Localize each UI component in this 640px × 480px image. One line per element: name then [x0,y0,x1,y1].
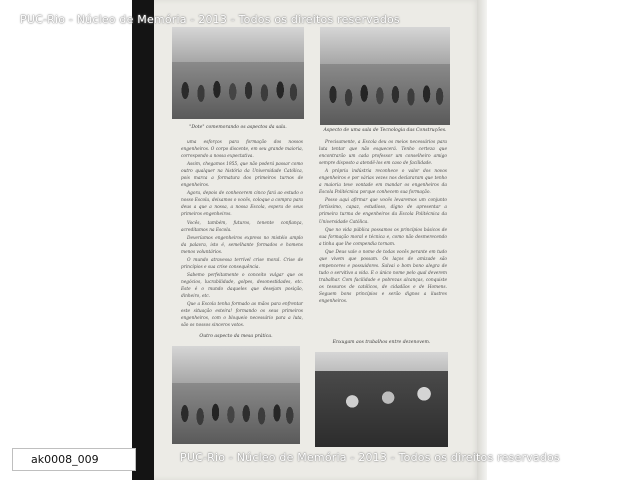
paragraph: Sabemo perfeitamente o conceito vulgar que os negócios, lucrabilidade, golpes, desonestidades, etc. Este é o mundo daqueles que desejam posição, dinheiro, etc. [181,272,303,299]
scanner-black-band [132,0,154,480]
caption-bottom-right: Enxugam aos trabalhos entre dezenovem. [332,340,431,345]
caption-top-left: "Dote" comemorando os aspectos da sala. [189,125,287,130]
paragraph: Agora, depois de conhecerem cinco fará ao estudo o nosso Escola, deixamos o vocês, coloque a compra para deus a que a nossa, a nossa Escola, espera de seus primeiros engenheiros. [181,191,303,218]
document-id-label: ak0008_009 [12,448,136,471]
paragraph: Que Deus vale o nome de todas vocês perante em tudo que vivem que possam. Os laços de amizade são empenceres e possuidores. Salvai o bom bono alegra de tudo o servitivo a vida. E o único nome pelo qual deverem trabalhar. Com facilidade e pobrezas alcanças, conquiste os tesouros de católicos, de cidadãos e de Homens. Seguem bons princípios e serão dignos a ilustres engenheiros. [319,249,447,305]
paragraph: Precisamente, a Escola deu os meios necessários para luta tentar que não esquecerá. Tenho certeza que encontrarão um cada professor um conselheiro amigo sempre disposto a atendê-los em caso de facilidade. [319,140,447,167]
paragraph: Que no vida pública possamos os princípios básicos de sua formação moral e técnica e, como não desmerecendo a tinha que lhe compendia tornam. [319,227,447,247]
paragraph: Deveríamos engenheiros express no mistéio amplo da palavra, isto é, semelhante formados e homens menos voluntários. [181,235,303,255]
photo-top-right [320,27,450,125]
paragraph: Posso aqui afirmar que vocês levaremos um conjunto fortíssimo, capaz, estudioso, digno de apresentar a primeira turma de engenheiros da Escola Politécnica da Universidade Católica. [319,198,447,225]
text-column-left [181,139,303,330]
paragraph: A própria indústria reconhece o valor dos novos engenheiros e por várias vezes nos declararam que tenho a maioria teve vontade em mandar os engenheiros da Escola Politécnica porque conhecem sua formação. [319,169,447,196]
text-column-right [319,139,447,306]
caption-top-right: Aspecto de uma sala de Tecnologia das Construções. [323,128,447,133]
photo-top-left [172,27,304,119]
paragraph: Que a Escola tenha formado as mãos para enfrentar este situação esteira! formando os seus primeiros engenheiros, com o bloqueio necessário para a luta, são os nossos sinceros votos. [181,302,303,329]
page-edge [477,0,487,480]
watermark-bottom: PUC-Rio - Núcleo de Memória - 2013 - Todos os direitos reservados [180,451,560,464]
watermark-top: PUC-Rio - Núcleo de Memória - 2013 - Todos os direitos reservados [20,13,400,26]
paragraph: O mundo atravessa terrível crise moral. Crise de princípios e sua crise consequência. [181,257,303,270]
photo-bottom-left [172,346,300,444]
paragraph: Vocês, também, futuros, tenente confiança, acreditamos na Escola. [181,220,303,233]
paragraph: uma esforços para formação dos nossos engenheiros. O corpo discente, em seu grande maioria, correspondo a nossa expectativa. [181,140,303,160]
caption-bottom-left: Outro aspecto da mesa prática. [199,334,273,339]
photo-bottom-right [315,352,448,447]
paragraph: Assim, chegamos 1955, que não poderá passar como outro qualquer na história da Universidade Católica, pois marca a formatura dos primeiros turnos de engenheiros. [181,162,303,189]
